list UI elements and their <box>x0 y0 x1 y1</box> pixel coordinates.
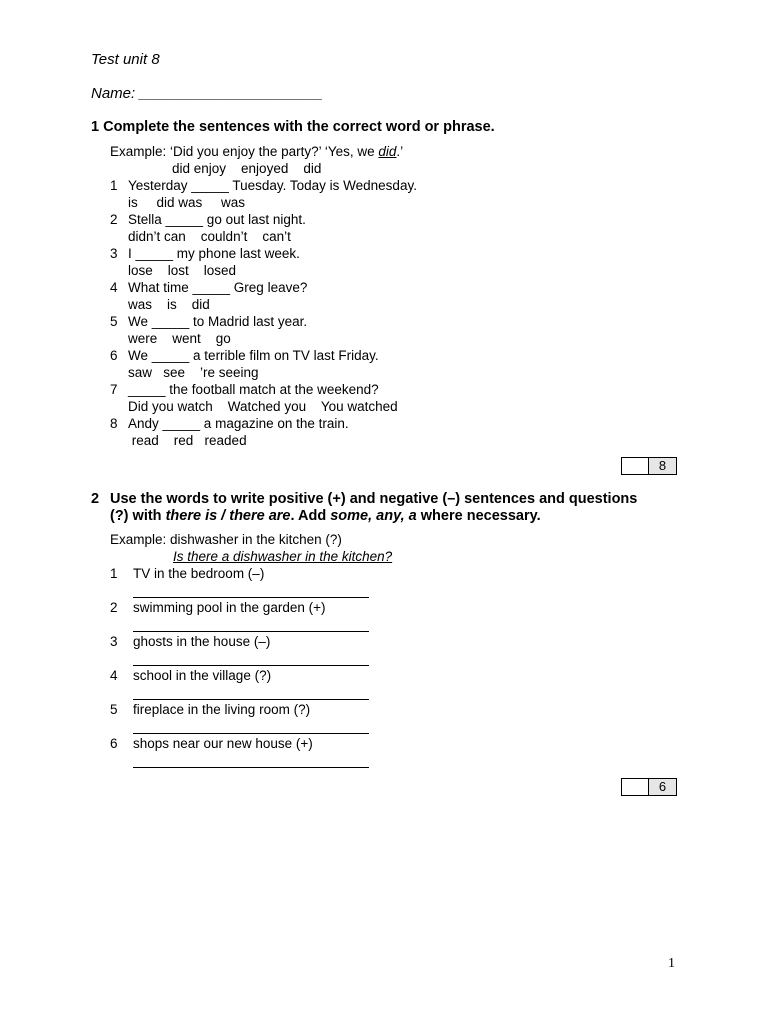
item-number: 8 <box>110 416 118 431</box>
item-number: 3 <box>110 634 118 649</box>
answer-line[interactable] <box>133 733 369 734</box>
item-options: saw see ’re seeing <box>128 365 259 380</box>
page-number: 1 <box>668 956 675 971</box>
item-prompt: fireplace in the living room (?) <box>133 702 311 717</box>
example-options: did enjoy enjoyed did <box>172 161 322 176</box>
item-number: 5 <box>110 702 118 717</box>
answer-line[interactable] <box>133 767 369 768</box>
answer-line[interactable] <box>133 665 369 666</box>
example-answer: did <box>378 144 397 159</box>
item-question: Andy _____ a magazine on the train. <box>128 416 349 431</box>
section1-score-box <box>621 457 677 475</box>
example-prefix: Example: ‘Did you enjoy the party?’ ‘Yes, we <box>110 144 379 159</box>
score-entry-cell[interactable] <box>622 779 649 795</box>
heading-emphasis: some, any, a <box>330 508 417 524</box>
item-number: 3 <box>110 246 118 261</box>
answer-line[interactable] <box>133 597 369 598</box>
item-question: We _____ a terrible film on TV last Friday. <box>128 348 379 363</box>
item-question: Stella _____ go out last night. <box>128 212 306 227</box>
item-number: 6 <box>110 348 118 363</box>
item-number: 7 <box>110 382 118 397</box>
heading-emphasis: there is / there are <box>165 508 291 524</box>
item-options: lose lost losed <box>128 263 237 278</box>
section1-example <box>110 144 403 159</box>
item-number: 1 <box>110 178 118 193</box>
item-prompt: school in the village (?) <box>133 668 272 683</box>
item-question: I _____ my phone last week. <box>128 246 300 261</box>
section2-example-answer: Is there a dishwasher in the kitchen? <box>173 549 393 564</box>
example-suffix: .’ <box>396 144 404 159</box>
item-number: 4 <box>110 668 118 683</box>
section2-heading-line2 <box>110 508 541 524</box>
score-entry-cell[interactable] <box>622 458 649 474</box>
item-options: didn’t can couldn’t can’t <box>128 229 291 244</box>
item-prompt: swimming pool in the garden (+) <box>133 600 326 615</box>
item-number: 6 <box>110 736 118 751</box>
section2-example: Example: dishwasher in the kitchen (?) <box>110 532 342 547</box>
item-number: 1 <box>110 566 118 581</box>
test-title: Test unit 8 <box>91 51 160 68</box>
item-question: What time _____ Greg leave? <box>128 280 308 295</box>
item-number: 2 <box>110 600 118 615</box>
name-field-label: Name: ______________________ <box>91 85 323 102</box>
answer-line[interactable] <box>133 631 369 632</box>
item-prompt: TV in the bedroom (–) <box>133 566 265 581</box>
item-options: is did was was <box>128 195 246 210</box>
item-question: _____ the football match at the weekend? <box>128 382 379 397</box>
item-options: Did you watch Watched you You watched <box>128 399 398 414</box>
item-number: 2 <box>110 212 118 227</box>
answer-line[interactable] <box>133 699 369 700</box>
item-options: were went go <box>128 331 231 346</box>
section1-heading: 1 Complete the sentences with the correct word or phrase. <box>91 119 495 135</box>
score-total: 6 <box>649 779 676 795</box>
item-question: Yesterday _____ Tuesday. Today is Wednesday. <box>128 178 417 193</box>
section2-number: 2 <box>91 491 100 507</box>
item-number: 4 <box>110 280 118 295</box>
item-options: was is did <box>128 297 210 312</box>
item-question: We _____ to Madrid last year. <box>128 314 308 329</box>
heading-text: (?) with <box>110 508 166 524</box>
item-number: 5 <box>110 314 118 329</box>
item-prompt: ghosts in the house (–) <box>133 634 271 649</box>
section2-heading-line1: Use the words to write positive (+) and negative (–) sentences and questions <box>110 491 638 507</box>
item-options: read red readed <box>128 433 247 448</box>
score-total: 8 <box>649 458 676 474</box>
item-prompt: shops near our new house (+) <box>133 736 313 751</box>
section2-score-box <box>621 778 677 796</box>
heading-text: where necessary. <box>416 508 541 524</box>
heading-text: . Add <box>290 508 331 524</box>
